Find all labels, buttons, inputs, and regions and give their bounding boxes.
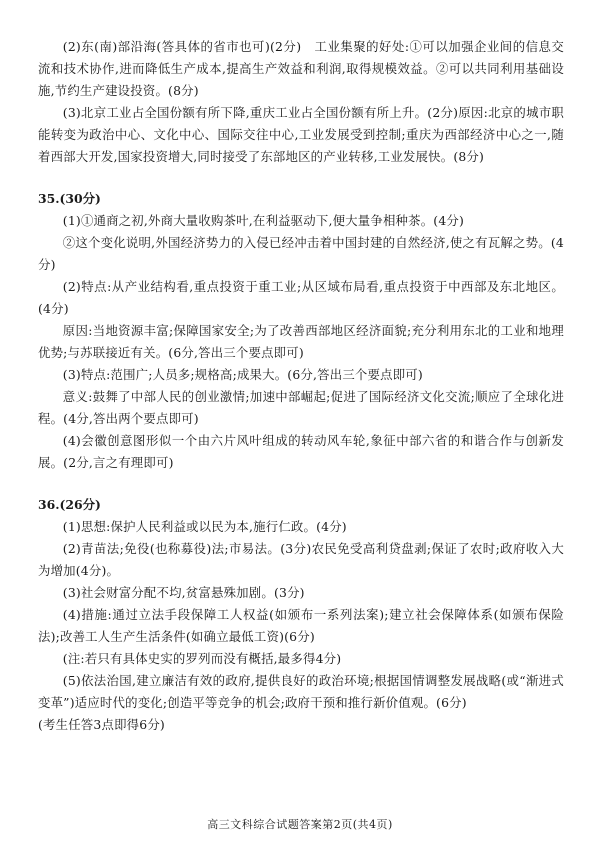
q36-part5-note: (考生任答3点即得6分) bbox=[38, 717, 165, 732]
q35-part1a: (1)①通商之初,外商大量收购茶叶,在利益驱动下,便大量争相种茶。(4分) bbox=[62, 213, 465, 228]
spacer bbox=[38, 168, 564, 188]
q35-part1b: ②这个变化说明,外国经济势力的入侵已经冲击着中国封建的自然经济,使之有瓦解之势。(4分) bbox=[38, 235, 564, 272]
q35-part2a: (2)特点:从产业结构看,重点投资于重工业;从区域布局看,重点投资于中西部及东北地区。(4分) bbox=[38, 279, 564, 316]
page-footer: 高三文科综合试题答案第2页(共4页) bbox=[207, 818, 393, 831]
q35-part3a: (3)特点:范围广;人员多;规格高;成果大。(6分,答出三个要点即可) bbox=[62, 367, 423, 382]
q36-part4-note: (注:若只有具体史实的罗列而没有概括,最多得4分) bbox=[62, 651, 342, 666]
q34-part3: (3)北京工业占全国份额有所下降,重庆工业占全国份额有所上升。(2分)原因:北京的城市职能转变为政治中心、文化中心、国际交往中心,工业发展受到控制;重庆为西部经济中心之一,随着西部大开发,国家投资增大,同时接受了东部地区的产业转移,工业发展快。(8分) bbox=[38, 105, 564, 164]
q36-part5: (5)依法治国,建立廉洁有效的政府,提供良好的政治环境;根据国情调整发展战略(或“渐进式变革”)适应时代的变化;创造平等竞争的机会;政府干预和推行新价值观。(6分) bbox=[38, 673, 564, 710]
q36-part3: (3)社会财富分配不均,贫富悬殊加剧。(3分) bbox=[62, 585, 305, 600]
q36-part2: (2)青苗法;免役(也称募役)法;市易法。(3分)农民免受高利贷盘剥;保证了农时;政府收入大为增加(4分)。 bbox=[38, 541, 564, 578]
q34-part2: (2)东(南)部沿海(答具体的省市也可)(2分) 工业集聚的好处:①可以加强企业间的信息交流和技术协作,进而降低生产成本,提高生产效益和利润,取得规模效益。②可以共同利用基础设施,节约生产建设投资。(8分) bbox=[38, 39, 564, 98]
q36-part4: (4)措施:通过立法手段保障工人权益(如颁布一系列法案);建立社会保障体系(如颁布保险法);改善工人生产生活条件(如确立最低工资)(6分) bbox=[38, 607, 564, 644]
q36-part1: (1)思想:保护人民利益或以民为本,施行仁政。(4分) bbox=[62, 519, 347, 534]
q36-heading: 36.(26分) bbox=[38, 497, 101, 512]
spacer bbox=[38, 474, 564, 494]
q35-part4: (4)会徽创意图形似一个由六片风叶组成的转动风车轮,象征中部六省的和谐合作与创新发展。(2分,言之有理即可) bbox=[38, 433, 564, 470]
q35-part3b: 意义:鼓舞了中部人民的创业激情;加速中部崛起;促进了国际经济文化交流;顺应了全球化进程。(4分,答出两个要点即可) bbox=[38, 389, 564, 426]
q35-part2b: 原因:当地资源丰富;保障国家安全;为了改善西部地区经济面貌;充分利用东北的工业和地理优势;与苏联接近有关。(6分,答出三个要点即可) bbox=[38, 323, 564, 360]
q35-heading: 35.(30分) bbox=[38, 191, 101, 206]
